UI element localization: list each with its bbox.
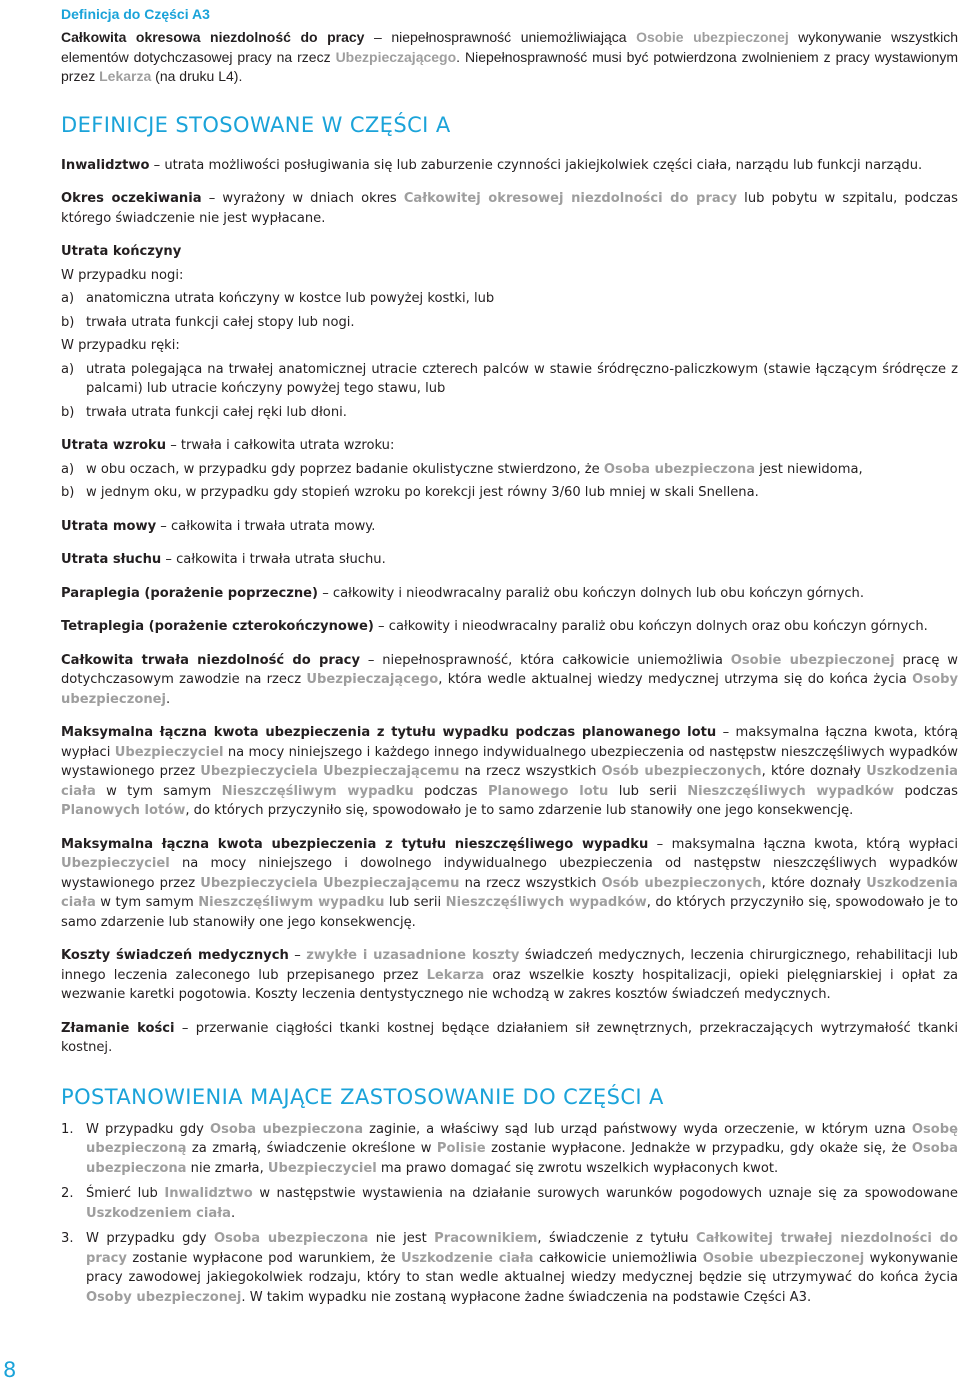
definition-utrata-sluchu: Utrata słuchu – całkowita i trwała utrata słuchu.: [61, 552, 386, 567]
document-body: [61, 5, 958, 1307]
list-item: b) trwała utrata funkcji całej ręki lub dłoni.: [61, 404, 347, 420]
postanowienia-list: [61, 1120, 958, 1308]
list-item: a) anatomiczna utrata kończyny w kostce lub powyżej kostki, lub: [61, 291, 495, 306]
definition-calkowita-trwala: Całkowita trwała niezdolność do pracy – niepełnosprawność, która całkowicie uniemożliwia Osobie ubezpieczonej pracę w dotychczasowym zawodzie na rzecz Ubezpieczającego, która wedle aktualnej wiedzy medycznej utrzyma się do końca życia Osoby ubezpieczonej.: [61, 652, 958, 707]
section-heading-postanowienia: POSTANOWIENIA MAJĄCE ZASTOSOWANIE DO CZĘŚCI A: [61, 1084, 664, 1109]
list-item: 2. Śmierć lub Inwalidztwo w następstwie wystawienia na działanie surowych warunków pogodowych uznaje się za spowodowane Uszkodzeniem ciała.: [61, 1186, 958, 1221]
list-item: 1. W przypadku gdy Osoba ubezpieczona zaginie, a właściwy sąd lub urząd państwowy wyda orzeczenie, w którym uzna Osobę ubezpieczoną za zmarłą, świadczenie określone w Polisie zostanie wypłacone. Jednakże w przypadku, gdy okaże się, że Osoba ubezpieczona nie zmarła, Ubezpieczyciel ma prawo domagać się zwrotu wszelkich wypłaconych kwot.: [61, 1121, 958, 1176]
definition-utrata-mowy: Utrata mowy – całkowita i trwała utrata mowy.: [61, 518, 376, 534]
section-heading-definicje: DEFINICJE STOSOWANE W CZĘŚCI A: [61, 112, 451, 137]
definition-kwota-lot: Maksymalna łączna kwota ubezpieczenia z tytułu wypadku podczas planowanego lotu – maksymalna łączna kwota, którą wypłaci Ubezpieczyciel na mocy niniejszego i każdego innego indywidualnego ubezpieczenia od następstw nieszczęśliwych wypadków wystawionego przez Ubezpieczyciela Ubezpieczającemu na rzecz wszystkich Osób ubezpieczonych, które doznały Uszkodzenia ciała w tym samym Nieszczęśliwym wypadku podczas Planowego lotu lub serii Nieszczęśliwych wypadków podczas Planowych lotów, do których przyczyniło się, spowodowało je to samo zdarzenie lub stanowiły one jego konsekwencję.: [61, 725, 959, 818]
definition-utrata-konczyny: Utrata kończyny: [61, 244, 182, 259]
list-item: 3. W przypadku gdy Osoba ubezpieczona nie jest Pracownikiem, świadczenie z tytułu Całkowitej trwałej niezdolności do pracy zostanie wypłacone pod warunkiem, że Uszkodzenie ciała całkowicie uniemożliwia Osobie ubezpieczonej wykonywanie pracy zawodowej jakiegokolwiek rodzaju, który to stan wedle aktualnej wiedzy medycznej będzie się utrzymywać do końca życia Osoby ubezpieczonej. W takim wypadku nie zostaną wypłacone żadne świadczenia na podstawie Części A3.: [61, 1231, 958, 1305]
definition-koszty: Koszty świadczeń medycznych – zwykłe i uzasadnione koszty świadczeń medycznych, leczenia chirurgicznego, rehabilitacji lub innego leczenia zaleconego lub przepisanego przez Lekarza oraz wszelkie koszty hospitalizacji, opieki pielęgniarskiej i opłat za wezwanie karetki pogotowia. Koszty leczenia dentystycznego nie wchodzą w zakres kosztów świadczeń medycznych.: [61, 948, 958, 1002]
definition-calkowita-okresowa: Całkowita okresowa niezdolność do pracy – niepełnosprawność uniemożliwiająca Osobie ubezpieczonej wykonywanie wszystkich elementów dotychczasowej pracy na rzecz Ubezpieczającego. Niepełnosprawność musi być potwierdzona zwolnieniem z pracy wystawionym przez Lekarza (na druku L4).: [61, 29, 959, 84]
definition-zlamanie: Złamanie kości – przerwanie ciągłości tkanki kostnej będące działaniem sił zewnętrznych, przekraczających wytrzymałość tkanki kostnej.: [61, 1020, 959, 1055]
noga-intro: W przypadku nogi:: [61, 267, 184, 283]
page-number: 8: [3, 1358, 17, 1382]
definition-tetraplegia: Tetraplegia (porażenie czterokończynowe) – całkowity i nieodwracalny paraliż obu kończyn dolnych oraz obu kończyn górnych.: [61, 619, 928, 634]
list-item: b) w jednym oku, w przypadku gdy stopień wzroku po korekcji jest równy 3/60 lub mniej w skali Snellena.: [61, 485, 759, 500]
section-title-a3: Definicja do Części A3: [61, 6, 210, 22]
definition-paraplegia: Paraplegia (porażenie poprzeczne) – całkowity i nieodwracalny paraliż obu kończyn dolnych lub obu kończyn górnych.: [61, 585, 864, 601]
reka-intro: W przypadku ręki:: [61, 338, 180, 353]
definition-utrata-wzroku: Utrata wzroku – trwała i całkowita utrata wzroku:: [61, 438, 395, 453]
definition-okres-oczekiwania: Okres oczekiwania – wyrażony w dniach okres Całkowitej okresowej niezdolności do pracy lub pobytu w szpitalu, podczas którego świadczenie nie jest wypłacane.: [61, 191, 958, 226]
list-item: b) trwała utrata funkcji całej stopy lub nogi.: [61, 314, 355, 330]
definition-kwota-nw: Maksymalna łączna kwota ubezpieczenia z tytułu nieszczęśliwego wypadku – maksymalna łączna kwota, którą wypłaci Ubezpieczyciel na mocy niniejszego i dowolnego indywidualnego ubezpieczenia od następstw nieszczęśliwych wypadków wystawionego przez Ubezpieczyciela Ubezpieczającemu na rzecz wszystkich Osób ubezpieczonych, które doznały Uszkodzenia ciała w tym samym Nieszczęśliwym wypadku lub serii Nieszczęśliwych wypadków, do których przyczyniło się, spowodowało je to samo zdarzenie lub stanowiły one jego konsekwencję.: [61, 836, 959, 930]
definition-inwalidztwo: Inwalidztwo – utrata możliwości posługiwania się lub zaburzenie czynności jakiejkolwiek części ciała, narządu lub funkcji narządu.: [61, 157, 923, 173]
list-item: a) utrata polegająca na trwałej anatomicznej utracie czterech palców w stawie śródręczno-paliczkowym (stawie łączącym śródręcze z palcami) lub utracie kończyny powyżej tego stawu, lub: [61, 361, 958, 396]
list-item: a) w obu oczach, w przypadku gdy poprzez badanie okulistyczne stwierdzono, że Osoba ubezpieczona jest niewidoma,: [61, 461, 863, 477]
